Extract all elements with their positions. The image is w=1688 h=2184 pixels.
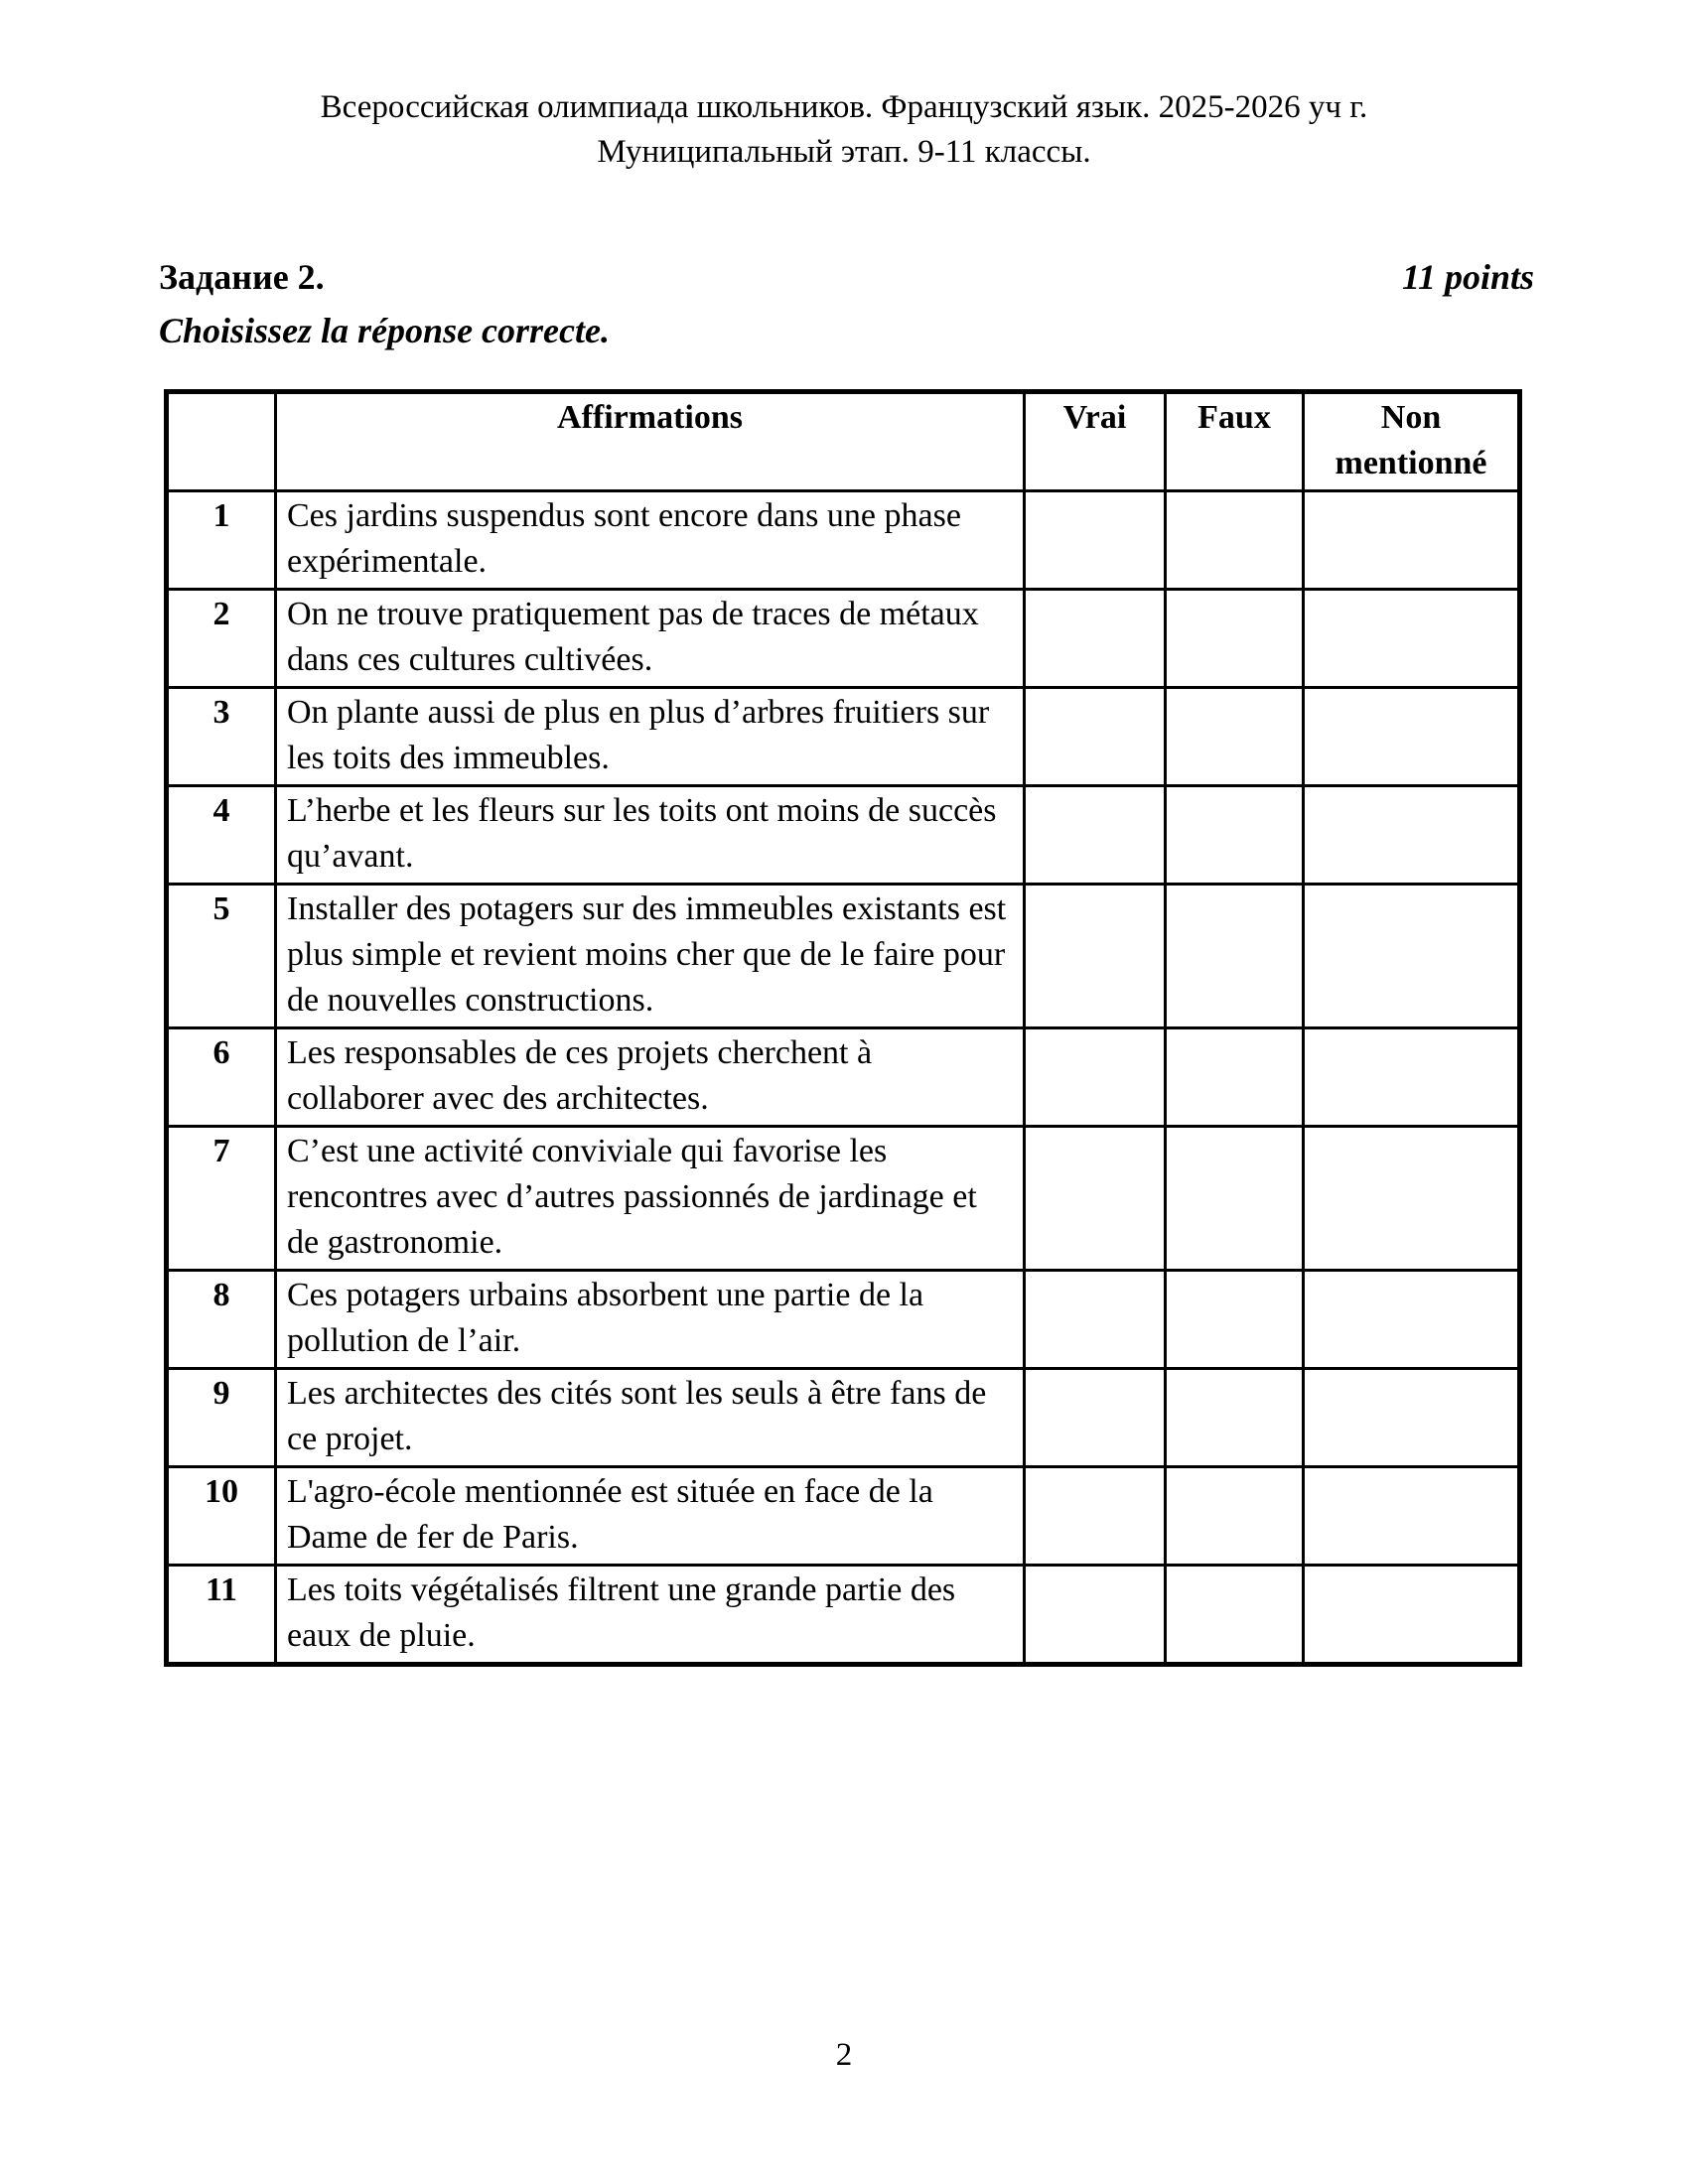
answer-cell-faux-4[interactable]	[1166, 786, 1304, 885]
vrai-column-header: Vrai	[1025, 392, 1166, 491]
number-column-header	[167, 392, 276, 491]
document-header	[0, 85, 1688, 175]
answer-cell-non-mentionne-7[interactable]	[1304, 1127, 1520, 1271]
table-row	[167, 1566, 1520, 1665]
answer-cell-faux-6[interactable]	[1166, 1028, 1304, 1127]
task-line	[159, 256, 1534, 298]
answer-cell-vrai-5[interactable]	[1025, 885, 1166, 1028]
affirmation-text: On plante aussi de plus en plus d’arbres fruitiers sur les toits des immeubles.	[276, 688, 1025, 786]
row-number: 3	[167, 688, 276, 786]
affirmation-text: On ne trouve pratiquement pas de traces de métaux dans ces cultures cultivées.	[276, 590, 1025, 688]
table-row	[167, 1369, 1520, 1467]
row-number: 5	[167, 885, 276, 1028]
answer-cell-faux-3[interactable]	[1166, 688, 1304, 786]
affirmation-text: Ces potagers urbains absorbent une partie de la pollution de l’air.	[276, 1271, 1025, 1369]
non-mentionne-column-header: Non mentionné	[1304, 392, 1520, 491]
answer-cell-non-mentionne-10[interactable]	[1304, 1467, 1520, 1566]
answer-cell-faux-5[interactable]	[1166, 885, 1304, 1028]
row-number: 11	[167, 1566, 276, 1665]
answer-cell-vrai-3[interactable]	[1025, 688, 1166, 786]
answer-cell-vrai-1[interactable]	[1025, 491, 1166, 590]
answer-cell-vrai-11[interactable]	[1025, 1566, 1166, 1665]
affirmation-text: C’est une activité conviviale qui favorise les rencontres avec d’autres passionnés de jardinage et de gastronomie.	[276, 1127, 1025, 1271]
answer-cell-non-mentionne-11[interactable]	[1304, 1566, 1520, 1665]
table-row	[167, 885, 1520, 1028]
answer-cell-faux-1[interactable]	[1166, 491, 1304, 590]
row-number: 8	[167, 1271, 276, 1369]
affirmation-text: Les toits végétalisés filtrent une grande partie des eaux de pluie.	[276, 1566, 1025, 1665]
page-number: 2	[835, 2037, 853, 2073]
answer-cell-non-mentionne-4[interactable]	[1304, 786, 1520, 885]
answer-cell-non-mentionne-5[interactable]	[1304, 885, 1520, 1028]
answer-cell-faux-8[interactable]	[1166, 1271, 1304, 1369]
table-row	[167, 590, 1520, 688]
table-row	[167, 1271, 1520, 1369]
answer-cell-faux-11[interactable]	[1166, 1566, 1304, 1665]
answer-cell-faux-10[interactable]	[1166, 1467, 1304, 1566]
answer-cell-non-mentionne-6[interactable]	[1304, 1028, 1520, 1127]
affirmation-text: Installer des potagers sur des immeubles existants est plus simple et revient moins cher que de le faire pour de nouvelles constructions.	[276, 885, 1025, 1028]
row-number: 7	[167, 1127, 276, 1271]
answer-cell-non-mentionne-3[interactable]	[1304, 688, 1520, 786]
answers-table	[164, 389, 1522, 1667]
row-number: 4	[167, 786, 276, 885]
affirmation-text: Ces jardins suspendus sont encore dans une phase expérimentale.	[276, 491, 1025, 590]
row-number: 10	[167, 1467, 276, 1566]
table-row	[167, 1127, 1520, 1271]
answer-cell-non-mentionne-1[interactable]	[1304, 491, 1520, 590]
header-line-2: Муниципальный этап. 9-11 классы.	[597, 134, 1091, 170]
answer-cell-faux-2[interactable]	[1166, 590, 1304, 688]
answer-cell-non-mentionne-2[interactable]	[1304, 590, 1520, 688]
affirmation-text: Les architectes des cités sont les seuls à être fans de ce projet.	[276, 1369, 1025, 1467]
task-points: 11 points	[1401, 257, 1534, 297]
answer-cell-vrai-8[interactable]	[1025, 1271, 1166, 1369]
row-number: 1	[167, 491, 276, 590]
affirmation-text: L'agro-école mentionnée est située en face de la Dame de fer de Paris.	[276, 1467, 1025, 1566]
task-title: Задание 2.	[159, 257, 325, 297]
affirmations-column-header: Affirmations	[276, 392, 1025, 491]
answer-cell-faux-9[interactable]	[1166, 1369, 1304, 1467]
task-instruction: Choisissez la réponse correcte.	[159, 311, 610, 350]
table-row	[167, 491, 1520, 590]
row-number: 6	[167, 1028, 276, 1127]
answer-cell-non-mentionne-9[interactable]	[1304, 1369, 1520, 1467]
answer-cell-vrai-2[interactable]	[1025, 590, 1166, 688]
row-number: 2	[167, 590, 276, 688]
row-number: 9	[167, 1369, 276, 1467]
answer-cell-non-mentionne-8[interactable]	[1304, 1271, 1520, 1369]
table-header-row	[167, 392, 1520, 491]
table-row	[167, 688, 1520, 786]
header-line-1: Всероссийская олимпиада школьников. Французский язык. 2025-2026 уч г.	[320, 89, 1368, 125]
table-row	[167, 786, 1520, 885]
table-row	[167, 1467, 1520, 1566]
answer-cell-vrai-9[interactable]	[1025, 1369, 1166, 1467]
answer-cell-faux-7[interactable]	[1166, 1127, 1304, 1271]
table-row	[167, 1028, 1520, 1127]
answer-cell-vrai-7[interactable]	[1025, 1127, 1166, 1271]
faux-column-header: Faux	[1166, 392, 1304, 491]
affirmation-text: L’herbe et les fleurs sur les toits ont moins de succès qu’avant.	[276, 786, 1025, 885]
answer-cell-vrai-4[interactable]	[1025, 786, 1166, 885]
affirmation-text: Les responsables de ces projets cherchent à collaborer avec des architectes.	[276, 1028, 1025, 1127]
answer-cell-vrai-10[interactable]	[1025, 1467, 1166, 1566]
answer-cell-vrai-6[interactable]	[1025, 1028, 1166, 1127]
